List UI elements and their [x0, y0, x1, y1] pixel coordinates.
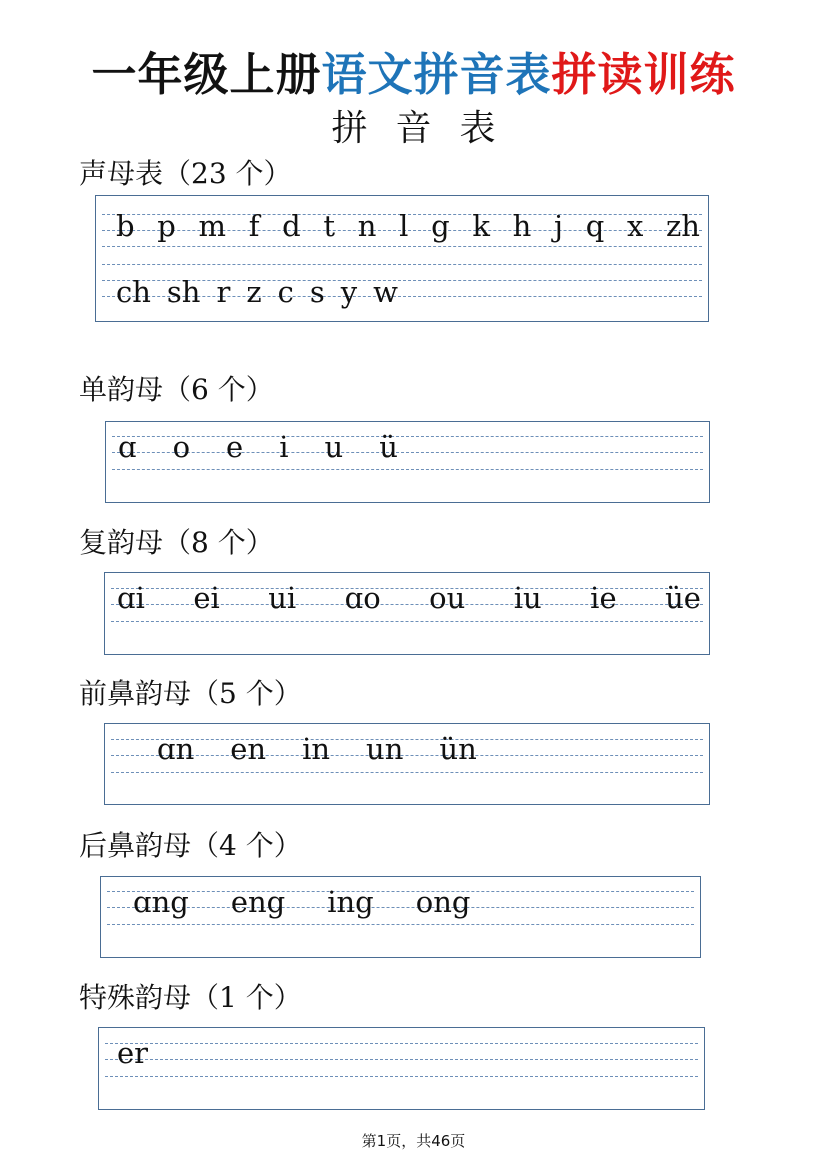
- page-subtitle: 拼音表: [331, 108, 524, 149]
- pinyin-letter: ün: [439, 732, 477, 766]
- fuyunmu-row: [105, 573, 709, 623]
- pinyin-letter: iu: [513, 581, 542, 615]
- danyunmu-row: [106, 422, 709, 472]
- pinyin-letter: o: [172, 430, 191, 464]
- pinyin-letter: ü: [379, 430, 398, 464]
- pinyin-letter: p: [157, 209, 176, 243]
- pinyin-letter: e: [226, 430, 244, 464]
- pinyin-letter: m: [198, 209, 227, 243]
- pinyin-letter: ɑn: [157, 732, 195, 766]
- pinyin-letter: b: [116, 209, 135, 243]
- section-title-teshu: 特殊韵母（1 个）: [79, 981, 302, 1014]
- box-danyunmu: [105, 421, 710, 503]
- pinyin-letter: g: [431, 209, 450, 243]
- pinyin-letter: r: [216, 275, 231, 309]
- page-footer: 第1页，共46页: [361, 1132, 466, 1150]
- page-title: [0, 38, 827, 103]
- pinyin-letter: t: [323, 209, 336, 243]
- pinyin-letter: ɑi: [117, 581, 145, 615]
- pinyin-letter: i: [279, 430, 289, 464]
- pinyin-letter: ing: [327, 885, 374, 919]
- shengmu-row-1: [96, 201, 708, 251]
- pinyin-letter: ong: [415, 885, 471, 919]
- box-teshu: [98, 1027, 705, 1110]
- box-houbi: [100, 876, 701, 958]
- pinyin-letter: y: [340, 275, 358, 309]
- section-title-shengmu: 声母表（23 个）: [79, 157, 292, 190]
- pinyin-letter: ɑng: [133, 885, 189, 919]
- pinyin-letter: f: [248, 209, 260, 243]
- pinyin-letter: ei: [193, 581, 220, 615]
- pinyin-letter: h: [512, 209, 532, 243]
- teshu-row: [99, 1028, 704, 1078]
- pinyin-letter: sh: [166, 275, 201, 309]
- pinyin-letter: ou: [429, 581, 466, 615]
- pinyin-letter: eng: [230, 885, 286, 919]
- pinyin-letter: ch: [116, 275, 151, 309]
- pinyin-letter: üe: [665, 581, 701, 615]
- pinyin-letter: u: [324, 430, 344, 464]
- pinyin-letter: k: [472, 209, 490, 243]
- pinyin-letter: z: [246, 275, 262, 309]
- title-part-3: 拼读训练: [551, 48, 736, 101]
- pinyin-letter: ɑo: [344, 581, 381, 615]
- pinyin-letter: q: [585, 209, 605, 243]
- pinyin-letter: ɑ: [118, 430, 137, 464]
- shengmu-row-2: [96, 267, 708, 317]
- title-part-2: 语文拼音表: [321, 48, 552, 101]
- houbi-row: [101, 877, 700, 927]
- pinyin-letter: l: [399, 209, 409, 243]
- pinyin-letter: zh: [666, 209, 700, 243]
- pinyin-letter: un: [366, 732, 404, 766]
- pinyin-letter: c: [277, 275, 294, 309]
- section-title-houbi: 后鼻韵母（4 个）: [79, 829, 302, 862]
- guide-line: [102, 264, 702, 265]
- pinyin-letter: n: [357, 209, 377, 243]
- pinyin-letter: d: [282, 209, 301, 243]
- pinyin-letter: ui: [268, 581, 297, 615]
- qianbi-row: [105, 724, 709, 774]
- pinyin-letter: en: [230, 732, 267, 766]
- pinyin-letter: x: [626, 209, 644, 243]
- pinyin-letter: in: [302, 732, 331, 766]
- title-part-1: 一年级上册: [91, 48, 322, 101]
- pinyin-letter: s: [309, 275, 325, 309]
- section-title-danyunmu: 单韵母（6 个）: [79, 373, 274, 406]
- pinyin-letter: j: [554, 209, 563, 243]
- section-title-qianbi: 前鼻韵母（5 个）: [79, 677, 302, 710]
- box-fuyunmu: [104, 572, 710, 655]
- box-shengmu: [95, 195, 709, 322]
- pinyin-letter: w: [373, 275, 398, 309]
- box-qianbi: [104, 723, 710, 805]
- pinyin-letter: er: [117, 1036, 149, 1070]
- section-title-fuyunmu: 复韵母（8 个）: [79, 526, 274, 559]
- pinyin-letter: ie: [590, 581, 617, 615]
